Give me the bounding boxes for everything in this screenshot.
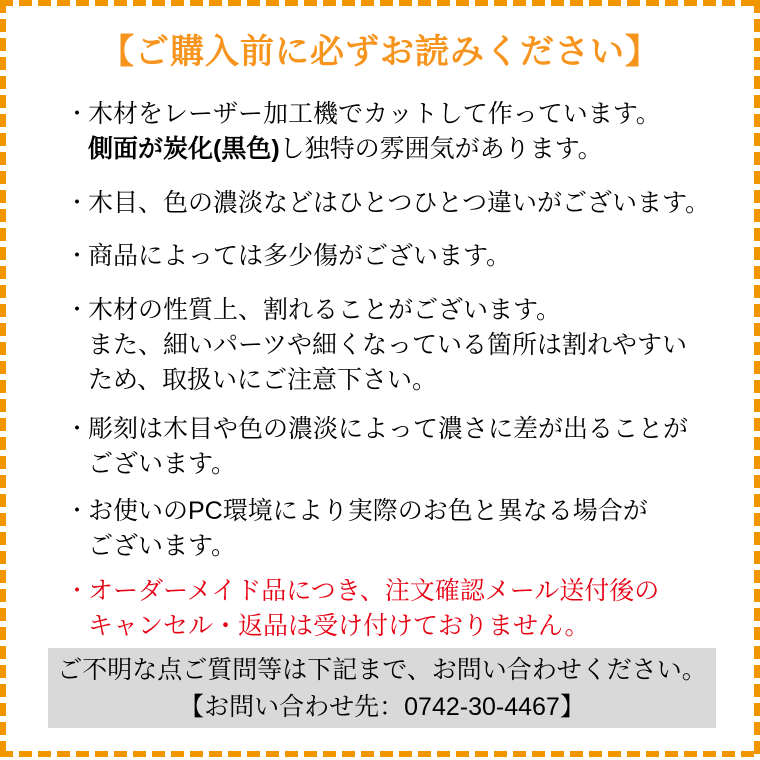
notice-line [88,132,730,167]
notice-list [66,97,730,644]
notice-line: 商品によっては多少傷がございます。 [88,242,512,270]
notice-line: 木目、色の濃淡などはひとつひとつ違いがございます。 [88,189,711,217]
notice-line: ため、取扱いにご注意下さい。 [88,366,438,394]
notice-line-bold-segment: 側面が炭化(黒色) [88,135,280,163]
notice-line: また、細いパーツや細くなっている箇所は割れやすい [88,331,688,359]
bullet-icon: ・ [66,578,89,603]
dashed-border-bottom [0,751,760,757]
notice-line: 木材をレーザー加工機でカットして作っています。 [88,100,661,128]
bullet-icon: ・ [66,243,89,268]
notice-line: オーダーメイド品につき、注文確認メール送付後の [88,577,660,605]
notice-line: 木材の性質上、割れることがございます。 [88,296,562,324]
notice-line: お使いのPC環境により実際のお色と異なる場合が [88,497,648,525]
page-title: 【ご購入前に必ずお読みください】 [100,33,660,71]
contact-phone: 【お問い合わせ先：0742-30-4467】 [179,693,585,721]
contact-message: ご不明な点ご質問等は下記まで、お問い合わせください。 [57,656,707,684]
notice-line: 彫刻は木目や色の濃淡によって濃さに差が出ることが [88,415,689,443]
contact-info-box [48,648,716,728]
notice-item-pc-color [66,494,730,564]
dashed-border-right [754,0,760,760]
notice-line-rest-segment: し独特の雰囲気があります。 [279,135,603,163]
notice-line: キャンセル・返品は受け付けておりません。 [88,612,590,640]
notice-item-wood-grain [66,186,730,221]
notice-item-cracking [66,293,730,398]
notice-line: ございます。 [88,450,237,478]
bullet-icon: ・ [66,498,89,523]
bullet-icon: ・ [66,297,89,322]
notice-item-no-cancellation [66,574,730,644]
notice-item-laser-cut [66,97,730,167]
dashed-border-left [0,0,6,760]
notice-item-scratches [66,239,730,274]
bullet-icon: ・ [66,416,89,441]
bullet-icon: ・ [66,101,89,126]
notice-line: ございます。 [88,532,237,560]
dashed-border-top [0,0,760,6]
notice-item-engraving [66,412,730,482]
bullet-icon: ・ [66,190,89,215]
